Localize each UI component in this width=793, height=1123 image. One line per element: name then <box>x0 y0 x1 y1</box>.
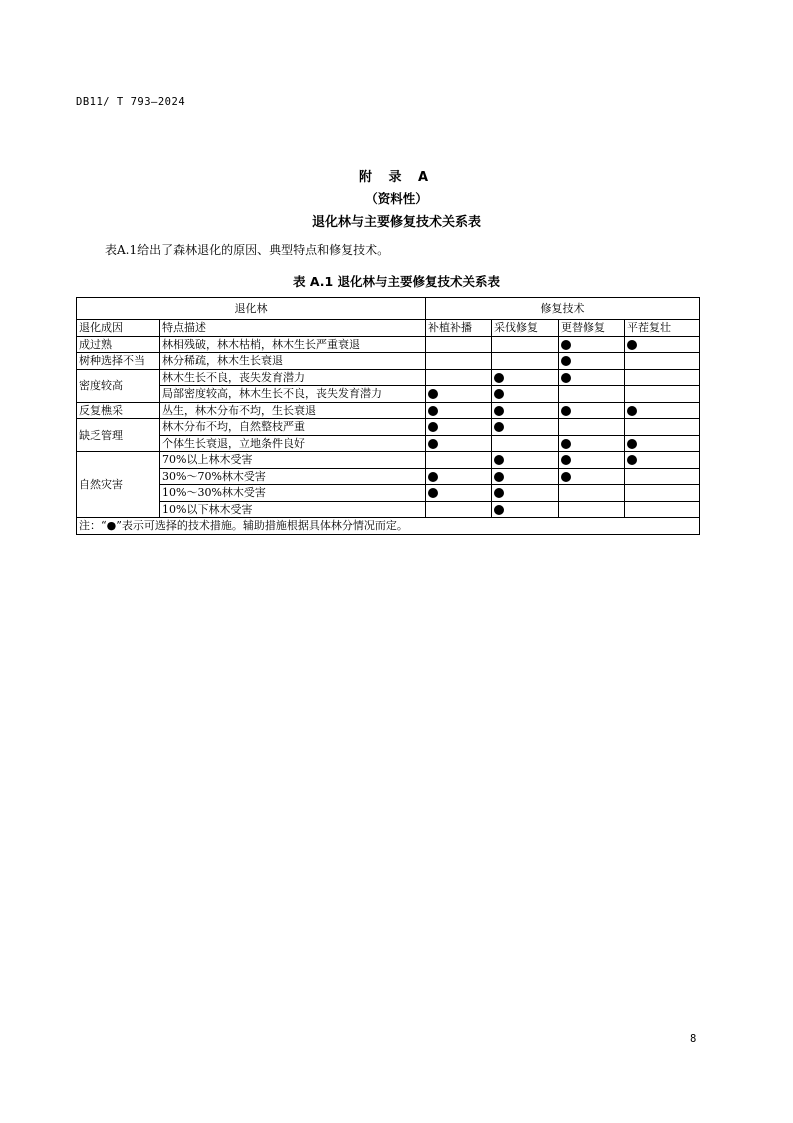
selected-bullet-icon <box>561 472 571 482</box>
technique-cell <box>559 501 625 518</box>
selected-bullet-icon <box>428 488 438 498</box>
group-header-restoration-tech: 修复技术 <box>426 298 700 320</box>
technique-cell <box>492 435 559 452</box>
technique-cell <box>426 468 492 485</box>
appendix-nature: （资料性） <box>365 191 428 206</box>
group-header-degraded-forest: 退化林 <box>77 298 426 320</box>
technique-cell <box>426 353 492 370</box>
table-note: 注：“●”表示可选择的技术措施。辅助措施根据具体林分情况而定。 <box>77 518 700 535</box>
cause-cell: 树种选择不当 <box>77 353 160 370</box>
technique-cell <box>559 435 625 452</box>
column-header-replacement-restoration: 更替修复 <box>559 320 625 337</box>
table-caption: 表 A.1 退化林与主要修复技术关系表 <box>292 274 501 289</box>
table-row <box>77 501 700 518</box>
technique-cell <box>625 419 700 436</box>
selected-bullet-icon <box>428 422 438 432</box>
technique-cell <box>559 336 625 353</box>
selected-bullet-icon <box>494 422 504 432</box>
technique-cell <box>559 485 625 502</box>
table-row <box>77 386 700 403</box>
column-header-stumping-rejuvenation: 平茬复壮 <box>625 320 700 337</box>
description-cell: 林相残破，林木枯梢，林木生长严重衰退 <box>160 336 426 353</box>
table-row <box>77 452 700 469</box>
selected-bullet-icon <box>494 505 504 515</box>
technique-cell <box>559 419 625 436</box>
selected-bullet-icon <box>494 406 504 416</box>
technique-cell <box>625 485 700 502</box>
cause-cell: 成过熟 <box>77 336 160 353</box>
description-cell: 林木分布不均，自然整枝严重 <box>160 419 426 436</box>
technique-cell <box>559 452 625 469</box>
table-row <box>77 485 700 502</box>
table-row <box>77 353 700 370</box>
page-number: 8 <box>690 1033 697 1045</box>
selected-bullet-icon <box>428 472 438 482</box>
description-cell: 林分稀疏，林木生长衰退 <box>160 353 426 370</box>
description-cell: 局部密度较高，林木生长不良，丧失发育潜力 <box>160 386 426 403</box>
selected-bullet-icon <box>627 406 637 416</box>
technique-cell <box>492 336 559 353</box>
technique-cell <box>559 468 625 485</box>
technique-cell <box>426 386 492 403</box>
appendix-title: 附 录 A <box>358 170 435 185</box>
technique-cell <box>559 369 625 386</box>
appendix-heading: 退化林与主要修复技术关系表 <box>311 215 481 230</box>
column-header-cause: 退化成因 <box>77 320 160 337</box>
technique-cell <box>426 452 492 469</box>
selected-bullet-icon <box>494 455 504 465</box>
technique-cell <box>625 452 700 469</box>
technique-cell <box>625 353 700 370</box>
technique-cell <box>492 402 559 419</box>
technique-cell <box>492 452 559 469</box>
selected-bullet-icon <box>627 455 637 465</box>
selected-bullet-icon <box>494 389 504 399</box>
selected-bullet-icon <box>428 406 438 416</box>
description-cell: 10%以下林木受害 <box>160 501 426 518</box>
cause-cell: 反复樵采 <box>77 402 160 419</box>
selected-bullet-icon <box>561 455 571 465</box>
column-header-replanting: 补植补播 <box>426 320 492 337</box>
selected-bullet-icon <box>428 439 438 449</box>
technique-cell <box>625 369 700 386</box>
intro-paragraph: 表A.1给出了森林退化的原因、典型特点和修复技术。 <box>105 243 390 257</box>
description-cell: 林木生长不良，丧失发育潜力 <box>160 369 426 386</box>
table-note-row <box>77 518 700 535</box>
technique-cell <box>559 386 625 403</box>
technique-cell <box>426 501 492 518</box>
technique-cell <box>492 419 559 436</box>
selected-bullet-icon <box>561 356 571 366</box>
column-header-description: 特点描述 <box>160 320 426 337</box>
technique-cell <box>492 468 559 485</box>
selected-bullet-icon <box>561 439 571 449</box>
column-header-harvest-restoration: 采伐修复 <box>492 320 559 337</box>
technique-cell <box>492 485 559 502</box>
selected-bullet-icon <box>627 439 637 449</box>
technique-cell <box>625 336 700 353</box>
technique-cell <box>426 336 492 353</box>
table-column-header-row <box>77 320 700 337</box>
technique-cell <box>426 369 492 386</box>
technique-cell <box>625 468 700 485</box>
selected-bullet-icon <box>561 340 571 350</box>
cause-cell: 自然灾害 <box>77 452 160 518</box>
technique-cell <box>426 419 492 436</box>
technique-cell <box>625 402 700 419</box>
technique-cell <box>625 501 700 518</box>
selected-bullet-icon <box>494 488 504 498</box>
technique-cell <box>559 353 625 370</box>
description-cell: 丛生，林木分布不均，生长衰退 <box>160 402 426 419</box>
document-id: DB11/ T 793—2024 <box>76 96 186 108</box>
technique-cell <box>492 501 559 518</box>
selected-bullet-icon <box>561 406 571 416</box>
table-row <box>77 435 700 452</box>
technique-cell <box>625 435 700 452</box>
description-cell: 70%以上林木受害 <box>160 452 426 469</box>
relation-table <box>76 297 700 535</box>
technique-cell <box>426 402 492 419</box>
selected-bullet-icon <box>494 373 504 383</box>
table-row <box>77 402 700 419</box>
technique-cell <box>492 369 559 386</box>
selected-bullet-icon <box>627 340 637 350</box>
description-cell: 30%～70%林木受害 <box>160 468 426 485</box>
table-row <box>77 468 700 485</box>
technique-cell <box>492 353 559 370</box>
technique-cell <box>559 402 625 419</box>
technique-cell <box>426 435 492 452</box>
table-row <box>77 369 700 386</box>
description-cell: 个体生长衰退，立地条件良好 <box>160 435 426 452</box>
technique-cell <box>426 485 492 502</box>
technique-cell <box>492 386 559 403</box>
table-group-header-row <box>77 298 700 320</box>
description-cell: 10%～30%林木受害 <box>160 485 426 502</box>
cause-cell: 缺乏管理 <box>77 419 160 452</box>
selected-bullet-icon <box>494 472 504 482</box>
cause-cell: 密度较高 <box>77 369 160 402</box>
table-row <box>77 419 700 436</box>
table-row <box>77 336 700 353</box>
selected-bullet-icon <box>428 389 438 399</box>
technique-cell <box>625 386 700 403</box>
selected-bullet-icon <box>561 373 571 383</box>
